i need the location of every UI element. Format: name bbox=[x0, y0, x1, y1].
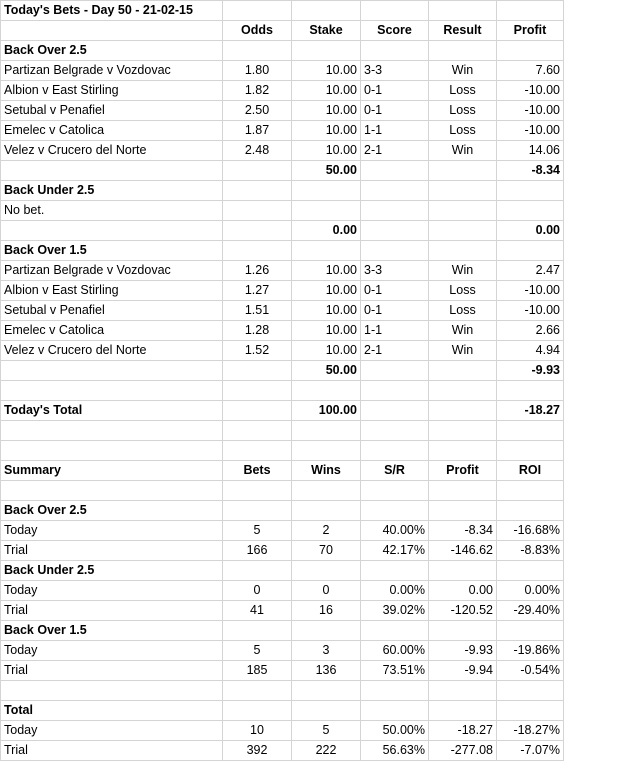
cell-label[interactable] bbox=[1, 381, 223, 401]
cell-label[interactable] bbox=[1, 221, 223, 241]
table-row bbox=[1, 741, 564, 761]
cell-col-4[interactable] bbox=[361, 621, 429, 641]
cell-col-4[interactable] bbox=[361, 221, 429, 241]
cell-col-2[interactable] bbox=[223, 441, 292, 461]
cell-col-4[interactable] bbox=[361, 441, 429, 461]
cell-label[interactable]: Trial bbox=[1, 741, 223, 761]
cell-col-2[interactable]: 1.87 bbox=[223, 121, 292, 141]
table-row bbox=[1, 421, 564, 441]
cell-col-4[interactable]: 3-3 bbox=[361, 61, 429, 81]
cell-col-4[interactable]: 2-1 bbox=[361, 341, 429, 361]
cell-label[interactable]: Albion v East Stirling bbox=[1, 281, 223, 301]
cell-label[interactable]: Back Over 2.5 bbox=[1, 501, 223, 521]
cell-col-2[interactable] bbox=[223, 401, 292, 421]
cell-col-5[interactable]: Loss bbox=[429, 81, 497, 101]
table-row bbox=[1, 201, 564, 221]
cell-label[interactable]: Setubal v Penafiel bbox=[1, 301, 223, 321]
cell-col-3[interactable]: 10.00 bbox=[292, 101, 361, 121]
cell-col-4[interactable]: 3-3 bbox=[361, 261, 429, 281]
cell-col-6[interactable]: 0.00% bbox=[497, 581, 564, 601]
cell-col-4[interactable] bbox=[361, 501, 429, 521]
cell-col-3[interactable]: Wins bbox=[292, 461, 361, 481]
cell-col-4[interactable]: 50.00% bbox=[361, 721, 429, 741]
cell-col-2[interactable]: 1.52 bbox=[223, 341, 292, 361]
cell-col-2[interactable]: 392 bbox=[223, 741, 292, 761]
cell-col-2[interactable]: 5 bbox=[223, 521, 292, 541]
cell-col-5[interactable]: Win bbox=[429, 341, 497, 361]
cell-col-6[interactable]: -29.40% bbox=[497, 601, 564, 621]
cell-col-6[interactable] bbox=[497, 1, 564, 21]
cell-label[interactable]: Today bbox=[1, 581, 223, 601]
cell-label[interactable]: Back Under 2.5 bbox=[1, 561, 223, 581]
cell-col-3[interactable] bbox=[292, 501, 361, 521]
table-row bbox=[1, 561, 564, 581]
cell-col-6[interactable]: 7.60 bbox=[497, 61, 564, 81]
cell-col-4[interactable] bbox=[361, 361, 429, 381]
cell-col-3[interactable]: 50.00 bbox=[292, 161, 361, 181]
table-row bbox=[1, 221, 564, 241]
cell-col-2[interactable] bbox=[223, 161, 292, 181]
table-row bbox=[1, 501, 564, 521]
cell-col-2[interactable]: 5 bbox=[223, 641, 292, 661]
cell-col-2[interactable]: 1.82 bbox=[223, 81, 292, 101]
table-row bbox=[1, 21, 564, 41]
cell-col-4[interactable] bbox=[361, 161, 429, 181]
cell-col-6[interactable] bbox=[497, 621, 564, 641]
cell-col-4[interactable]: 39.02% bbox=[361, 601, 429, 621]
cell-col-6[interactable]: 2.47 bbox=[497, 261, 564, 281]
table-row bbox=[1, 321, 564, 341]
cell-col-3[interactable]: 10.00 bbox=[292, 341, 361, 361]
cell-col-3[interactable]: 16 bbox=[292, 601, 361, 621]
cell-label[interactable] bbox=[1, 361, 223, 381]
cell-col-4[interactable] bbox=[361, 1, 429, 21]
cell-label[interactable] bbox=[1, 481, 223, 501]
cell-col-2[interactable] bbox=[223, 41, 292, 61]
cell-col-5[interactable]: Win bbox=[429, 321, 497, 341]
cell-label[interactable]: Trial bbox=[1, 601, 223, 621]
cell-col-2[interactable] bbox=[223, 201, 292, 221]
cell-col-3[interactable] bbox=[292, 441, 361, 461]
cell-col-5[interactable] bbox=[429, 221, 497, 241]
table-row bbox=[1, 721, 564, 741]
cell-label[interactable]: Trial bbox=[1, 541, 223, 561]
cell-col-3[interactable]: 3 bbox=[292, 641, 361, 661]
cell-col-3[interactable] bbox=[292, 381, 361, 401]
cell-col-3[interactable]: 10.00 bbox=[292, 121, 361, 141]
cell-col-4[interactable]: 73.51% bbox=[361, 661, 429, 681]
cell-col-5[interactable] bbox=[429, 381, 497, 401]
cell-col-5[interactable]: Win bbox=[429, 61, 497, 81]
cell-col-2[interactable]: 1.51 bbox=[223, 301, 292, 321]
table-row bbox=[1, 261, 564, 281]
cell-col-2[interactable] bbox=[223, 561, 292, 581]
table-row bbox=[1, 541, 564, 561]
cell-col-3[interactable]: 10.00 bbox=[292, 141, 361, 161]
cell-col-4[interactable]: 56.63% bbox=[361, 741, 429, 761]
cell-col-3[interactable]: 100.00 bbox=[292, 401, 361, 421]
cell-col-6[interactable] bbox=[497, 481, 564, 501]
cell-col-3[interactable] bbox=[292, 201, 361, 221]
table-row bbox=[1, 301, 564, 321]
cell-col-6[interactable]: -9.93 bbox=[497, 361, 564, 381]
cell-col-3[interactable]: 0 bbox=[292, 581, 361, 601]
table-row bbox=[1, 341, 564, 361]
cell-col-2[interactable]: 166 bbox=[223, 541, 292, 561]
cell-col-5[interactable] bbox=[429, 361, 497, 381]
cell-col-3[interactable] bbox=[292, 481, 361, 501]
cell-label[interactable]: Back Under 2.5 bbox=[1, 181, 223, 201]
cell-col-4[interactable] bbox=[361, 381, 429, 401]
cell-col-4[interactable]: 42.17% bbox=[361, 541, 429, 561]
table-row bbox=[1, 61, 564, 81]
cell-col-3[interactable] bbox=[292, 561, 361, 581]
cell-label[interactable] bbox=[1, 441, 223, 461]
cell-col-6[interactable]: -19.86% bbox=[497, 641, 564, 661]
cell-col-4[interactable] bbox=[361, 41, 429, 61]
cell-label[interactable]: Today bbox=[1, 521, 223, 541]
cell-col-5[interactable]: -277.08 bbox=[429, 741, 497, 761]
cell-col-2[interactable]: Odds bbox=[223, 21, 292, 41]
table-row bbox=[1, 1, 564, 21]
cell-col-4[interactable] bbox=[361, 421, 429, 441]
cell-col-6[interactable]: -10.00 bbox=[497, 121, 564, 141]
cell-col-3[interactable]: 2 bbox=[292, 521, 361, 541]
table-row bbox=[1, 381, 564, 401]
cell-col-6[interactable]: 4.94 bbox=[497, 341, 564, 361]
table-row bbox=[1, 81, 564, 101]
cell-col-5[interactable]: Result bbox=[429, 21, 497, 41]
cell-col-3[interactable]: 10.00 bbox=[292, 61, 361, 81]
cell-label[interactable]: Emelec v Catolica bbox=[1, 321, 223, 341]
cell-col-5[interactable] bbox=[429, 41, 497, 61]
cell-col-5[interactable]: -9.93 bbox=[429, 641, 497, 661]
cell-label[interactable]: Today's Total bbox=[1, 401, 223, 421]
cell-col-4[interactable]: 0-1 bbox=[361, 81, 429, 101]
cell-col-5[interactable] bbox=[429, 621, 497, 641]
cell-col-6[interactable] bbox=[497, 441, 564, 461]
cell-col-6[interactable]: -8.34 bbox=[497, 161, 564, 181]
cell-label[interactable]: Summary bbox=[1, 461, 223, 481]
cell-col-2[interactable] bbox=[223, 621, 292, 641]
cell-col-6[interactable]: -10.00 bbox=[497, 101, 564, 121]
cell-col-5[interactable]: -18.27 bbox=[429, 721, 497, 741]
cell-col-3[interactable]: 136 bbox=[292, 661, 361, 681]
cell-col-3[interactable]: 10.00 bbox=[292, 261, 361, 281]
cell-col-6[interactable] bbox=[497, 501, 564, 521]
cell-col-6[interactable] bbox=[497, 561, 564, 581]
cell-col-4[interactable] bbox=[361, 241, 429, 261]
cell-col-4[interactable] bbox=[361, 481, 429, 501]
cell-col-5[interactable] bbox=[429, 701, 497, 721]
cell-col-5[interactable]: Loss bbox=[429, 281, 497, 301]
table-row bbox=[1, 461, 564, 481]
cell-col-6[interactable]: 14.06 bbox=[497, 141, 564, 161]
cell-col-5[interactable]: -9.94 bbox=[429, 661, 497, 681]
cell-col-5[interactable] bbox=[429, 501, 497, 521]
cell-col-3[interactable] bbox=[292, 181, 361, 201]
cell-col-5[interactable]: Profit bbox=[429, 461, 497, 481]
cell-col-6[interactable]: -7.07% bbox=[497, 741, 564, 761]
cell-col-5[interactable] bbox=[429, 241, 497, 261]
cell-col-5[interactable] bbox=[429, 481, 497, 501]
cell-col-5[interactable] bbox=[429, 681, 497, 701]
cell-col-5[interactable]: -8.34 bbox=[429, 521, 497, 541]
cell-col-5[interactable]: Win bbox=[429, 261, 497, 281]
table-row bbox=[1, 161, 564, 181]
cell-col-6[interactable]: -8.83% bbox=[497, 541, 564, 561]
cell-col-2[interactable]: 1.27 bbox=[223, 281, 292, 301]
cell-col-6[interactable]: -0.54% bbox=[497, 661, 564, 681]
cell-col-2[interactable]: 1.28 bbox=[223, 321, 292, 341]
cell-col-2[interactable] bbox=[223, 241, 292, 261]
cell-col-5[interactable]: -120.52 bbox=[429, 601, 497, 621]
table-row bbox=[1, 661, 564, 681]
cell-col-6[interactable]: -16.68% bbox=[497, 521, 564, 541]
cell-col-2[interactable]: Bets bbox=[223, 461, 292, 481]
table-row bbox=[1, 121, 564, 141]
cell-col-3[interactable] bbox=[292, 241, 361, 261]
table-row bbox=[1, 521, 564, 541]
cell-col-5[interactable]: 0.00 bbox=[429, 581, 497, 601]
cell-col-4[interactable] bbox=[361, 701, 429, 721]
cell-label[interactable]: Partizan Belgrade v Vozdovac bbox=[1, 61, 223, 81]
cell-label[interactable]: Albion v East Stirling bbox=[1, 81, 223, 101]
cell-col-2[interactable] bbox=[223, 701, 292, 721]
cell-label[interactable]: Back Over 1.5 bbox=[1, 241, 223, 261]
cell-col-2[interactable] bbox=[223, 381, 292, 401]
cell-col-6[interactable]: -10.00 bbox=[497, 301, 564, 321]
cell-col-3[interactable] bbox=[292, 681, 361, 701]
table-row bbox=[1, 361, 564, 381]
cell-col-3[interactable]: 10.00 bbox=[292, 81, 361, 101]
cell-col-5[interactable]: Loss bbox=[429, 301, 497, 321]
table-row bbox=[1, 701, 564, 721]
cell-col-2[interactable]: 41 bbox=[223, 601, 292, 621]
cell-col-4[interactable]: 40.00% bbox=[361, 521, 429, 541]
cell-label[interactable]: Velez v Crucero del Norte bbox=[1, 141, 223, 161]
cell-label[interactable]: Velez v Crucero del Norte bbox=[1, 341, 223, 361]
cell-col-6[interactable]: -10.00 bbox=[497, 81, 564, 101]
cell-col-6[interactable] bbox=[497, 681, 564, 701]
table-row bbox=[1, 101, 564, 121]
cell-col-2[interactable] bbox=[223, 421, 292, 441]
cell-col-2[interactable]: 0 bbox=[223, 581, 292, 601]
cell-col-2[interactable] bbox=[223, 221, 292, 241]
cell-col-6[interactable]: ROI bbox=[497, 461, 564, 481]
cell-label[interactable]: Back Over 1.5 bbox=[1, 621, 223, 641]
cell-label[interactable]: No bet. bbox=[1, 201, 223, 221]
cell-label[interactable]: Emelec v Catolica bbox=[1, 121, 223, 141]
cell-col-2[interactable] bbox=[223, 1, 292, 21]
cell-col-6[interactable] bbox=[497, 701, 564, 721]
cell-col-2[interactable]: 1.26 bbox=[223, 261, 292, 281]
table-row bbox=[1, 681, 564, 701]
cell-col-5[interactable] bbox=[429, 561, 497, 581]
cell-col-5[interactable] bbox=[429, 421, 497, 441]
cell-col-6[interactable] bbox=[497, 241, 564, 261]
cell-col-3[interactable]: 70 bbox=[292, 541, 361, 561]
cell-col-4[interactable]: 1-1 bbox=[361, 121, 429, 141]
cell-label[interactable] bbox=[1, 681, 223, 701]
cell-col-3[interactable] bbox=[292, 421, 361, 441]
table-row bbox=[1, 241, 564, 261]
cell-col-4[interactable]: S/R bbox=[361, 461, 429, 481]
cell-label[interactable]: Total bbox=[1, 701, 223, 721]
cell-col-2[interactable] bbox=[223, 481, 292, 501]
cell-col-5[interactable] bbox=[429, 401, 497, 421]
cell-col-5[interactable] bbox=[429, 161, 497, 181]
cell-label[interactable] bbox=[1, 161, 223, 181]
cell-label[interactable]: Today bbox=[1, 721, 223, 741]
table-row bbox=[1, 481, 564, 501]
cell-col-5[interactable]: -146.62 bbox=[429, 541, 497, 561]
cell-col-4[interactable] bbox=[361, 181, 429, 201]
cell-col-5[interactable] bbox=[429, 441, 497, 461]
cell-col-4[interactable]: 0-1 bbox=[361, 301, 429, 321]
cell-label[interactable]: Trial bbox=[1, 661, 223, 681]
cell-col-5[interactable]: Win bbox=[429, 141, 497, 161]
cell-col-4[interactable]: 0-1 bbox=[361, 281, 429, 301]
table-row bbox=[1, 601, 564, 621]
cell-col-3[interactable]: 0.00 bbox=[292, 221, 361, 241]
cell-col-3[interactable]: 50.00 bbox=[292, 361, 361, 381]
cell-col-2[interactable]: 1.80 bbox=[223, 61, 292, 81]
cell-col-2[interactable]: 185 bbox=[223, 661, 292, 681]
cell-col-5[interactable] bbox=[429, 181, 497, 201]
cell-label[interactable]: Today bbox=[1, 641, 223, 661]
table-row bbox=[1, 141, 564, 161]
cell-col-4[interactable]: 60.00% bbox=[361, 641, 429, 661]
cell-col-3[interactable]: 10.00 bbox=[292, 301, 361, 321]
cell-col-2[interactable] bbox=[223, 681, 292, 701]
cell-col-3[interactable]: Stake bbox=[292, 21, 361, 41]
cell-col-3[interactable] bbox=[292, 701, 361, 721]
cell-col-4[interactable]: Score bbox=[361, 21, 429, 41]
cell-label[interactable]: Today's Bets - Day 50 - 21-02-15 bbox=[1, 1, 223, 21]
table-row bbox=[1, 281, 564, 301]
cell-col-4[interactable]: 1-1 bbox=[361, 321, 429, 341]
cell-col-5[interactable]: Loss bbox=[429, 101, 497, 121]
cell-col-3[interactable] bbox=[292, 1, 361, 21]
cell-col-5[interactable] bbox=[429, 201, 497, 221]
cell-col-6[interactable]: -18.27% bbox=[497, 721, 564, 741]
cell-col-6[interactable]: 0.00 bbox=[497, 221, 564, 241]
table-row bbox=[1, 581, 564, 601]
cell-col-2[interactable] bbox=[223, 361, 292, 381]
table-row bbox=[1, 401, 564, 421]
cell-col-3[interactable] bbox=[292, 41, 361, 61]
cell-col-6[interactable]: -10.00 bbox=[497, 281, 564, 301]
cell-col-6[interactable] bbox=[497, 381, 564, 401]
cell-col-5[interactable] bbox=[429, 1, 497, 21]
cell-col-5[interactable]: Loss bbox=[429, 121, 497, 141]
cell-col-2[interactable] bbox=[223, 181, 292, 201]
cell-col-6[interactable] bbox=[497, 181, 564, 201]
cell-col-6[interactable] bbox=[497, 421, 564, 441]
cell-col-2[interactable]: 2.50 bbox=[223, 101, 292, 121]
cell-col-3[interactable]: 10.00 bbox=[292, 281, 361, 301]
cell-col-4[interactable]: 0-1 bbox=[361, 101, 429, 121]
cell-label[interactable]: Partizan Belgrade v Vozdovac bbox=[1, 261, 223, 281]
cell-label[interactable]: Setubal v Penafiel bbox=[1, 101, 223, 121]
cell-col-3[interactable]: 10.00 bbox=[292, 321, 361, 341]
table-row bbox=[1, 441, 564, 461]
cell-col-2[interactable]: 2.48 bbox=[223, 141, 292, 161]
cell-col-6[interactable]: -18.27 bbox=[497, 401, 564, 421]
cell-col-3[interactable]: 5 bbox=[292, 721, 361, 741]
cell-col-4[interactable] bbox=[361, 561, 429, 581]
cell-label[interactable] bbox=[1, 421, 223, 441]
cell-label[interactable] bbox=[1, 21, 223, 41]
cell-col-6[interactable] bbox=[497, 41, 564, 61]
cell-col-4[interactable]: 0.00% bbox=[361, 581, 429, 601]
cell-col-6[interactable] bbox=[497, 201, 564, 221]
cell-col-6[interactable]: Profit bbox=[497, 21, 564, 41]
cell-col-4[interactable] bbox=[361, 681, 429, 701]
cell-label[interactable]: Back Over 2.5 bbox=[1, 41, 223, 61]
cell-col-3[interactable] bbox=[292, 621, 361, 641]
cell-col-4[interactable]: 2-1 bbox=[361, 141, 429, 161]
table-row bbox=[1, 41, 564, 61]
table-row bbox=[1, 641, 564, 661]
cell-col-4[interactable] bbox=[361, 201, 429, 221]
table-row bbox=[1, 181, 564, 201]
cell-col-6[interactable]: 2.66 bbox=[497, 321, 564, 341]
cell-col-3[interactable]: 222 bbox=[292, 741, 361, 761]
cell-col-2[interactable]: 10 bbox=[223, 721, 292, 741]
table-row bbox=[1, 621, 564, 641]
cell-col-2[interactable] bbox=[223, 501, 292, 521]
cell-col-4[interactable] bbox=[361, 401, 429, 421]
